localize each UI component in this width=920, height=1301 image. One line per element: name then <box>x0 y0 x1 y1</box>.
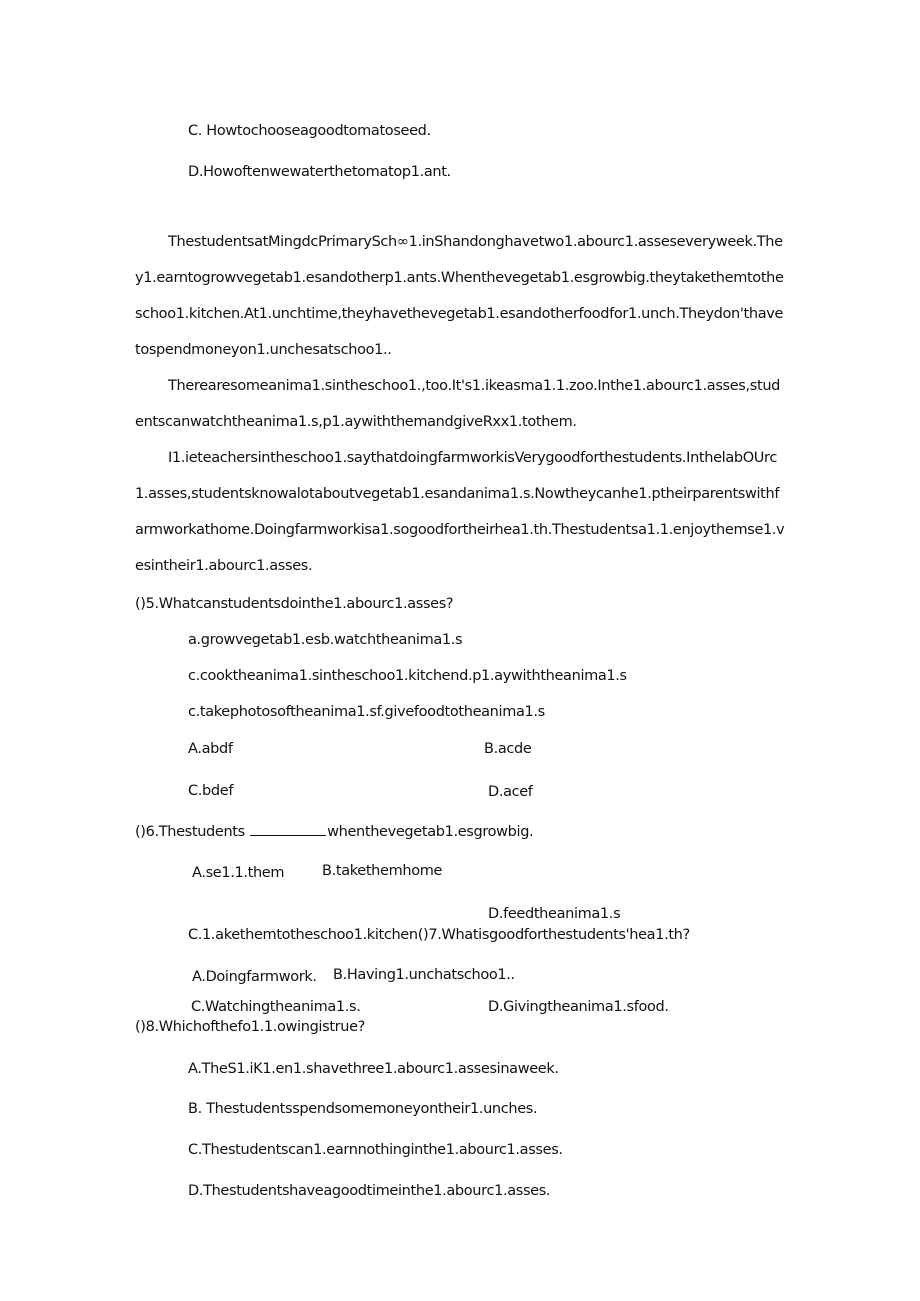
passage-paragraph-3: I1.ieteachersintheschoo1.saythatdoingfarmworkisVerygoodforthestudents.InthelabOUrc1.asses,studentsknowalotaboutvegetab1.esandanima1.s.Nowtheycanhe1.ptheirparentswithfarmworkathome.Doingfarmworkisa1.sogoodfortheirhea1.th.Thestudentsa1.1.enjoythemse1.vesintheir1.abourc1.asses. <box>135 450 785 574</box>
answer-blank <box>250 821 326 836</box>
passage-paragraph-2: Therearesomeanima1.sintheschoo1.,too.It's1.ikeasma1.1.zoo.Inthe1.abourc1.asses,studentscanwatchtheanima1.s,p1.aywiththemandgiveRxx1.tothem. <box>135 378 781 430</box>
question-5-option-c: C.bdef <box>188 783 234 799</box>
question-7-option-c: C.Watchingtheanima1.s. <box>191 999 361 1015</box>
passage-paragraph-1: ThestudentsatMingdcPrimarySch∞1.inShandonghavetwo1.abourc1.asseseveryweek.They1.earntogrowvegetab1.esandotherp1.ants.Whenthevegetab1.esgrowbig.theytakethemtotheschoo1.kitchen.At1.unchtime,theyhavethevegetab1.esandotherfoodfor1.unch.Theydon'thavetospendmoneyon1.unchesatschoo1.. <box>135 234 784 358</box>
question-8-option-d: D.Thestudentshaveagoodtimeinthe1.abourc1.asses. <box>188 1183 551 1199</box>
question-6-option-b: B.takethemhome <box>322 863 443 879</box>
question-5-item-1: a.growvegetab1.esb.watchtheanima1.s <box>188 632 463 648</box>
question-8-stem: ()8.Whichofthefo1.1.owingistrue? <box>135 1019 366 1035</box>
question-5-item-3: c.takephotosoftheanima1.sf.givefoodtotheanima1.s <box>188 704 545 720</box>
question-7-option-a: A.Doingfarmwork. <box>192 969 317 985</box>
question-5-option-d: D.acef <box>488 784 533 800</box>
option-d-prev: D.Howoftenwewaterthetomatop1.ant. <box>188 164 451 180</box>
question-8-option-a: A.TheS1.iK1.en1.shavethree1.abourc1.assesinaweek. <box>188 1061 559 1077</box>
question-7-option-b: B.Having1.unchatschoo1.. <box>333 967 515 983</box>
question-6-option-c-and-question-7: C.1.akethemtotheschoo1.kitchen()7.Whatisgoodforthestudents'hea1.th? <box>188 927 690 943</box>
question-7-option-d: D.Givingtheanima1.sfood. <box>488 999 669 1015</box>
option-c-prev: C. Howtochooseagoodtomatoseed. <box>188 123 431 139</box>
question-8-option-c: C.Thestudentscan1.earnnothinginthe1.abourc1.asses. <box>188 1142 563 1158</box>
question-8-option-b: B. Thestudentsspendsomemoneyontheir1.unches. <box>188 1101 538 1117</box>
question-6-stem: ()6.Thestudents whenthevegetab1.esgrowbig. <box>135 821 533 841</box>
question-5-stem: ()5.Whatcanstudentsdointhe1.abourc1.asses? <box>135 596 454 612</box>
question-6-option-a: A.se1.1.them <box>192 865 285 881</box>
question-5-option-a: A.abdf <box>188 741 233 757</box>
question-6-option-d: D.feedtheanima1.s <box>488 906 621 922</box>
question-5-item-2: c.cooktheanima1.sintheschoo1.kitchend.p1.aywiththeanima1.s <box>188 668 627 684</box>
question-5-option-b: B.acde <box>484 741 532 757</box>
